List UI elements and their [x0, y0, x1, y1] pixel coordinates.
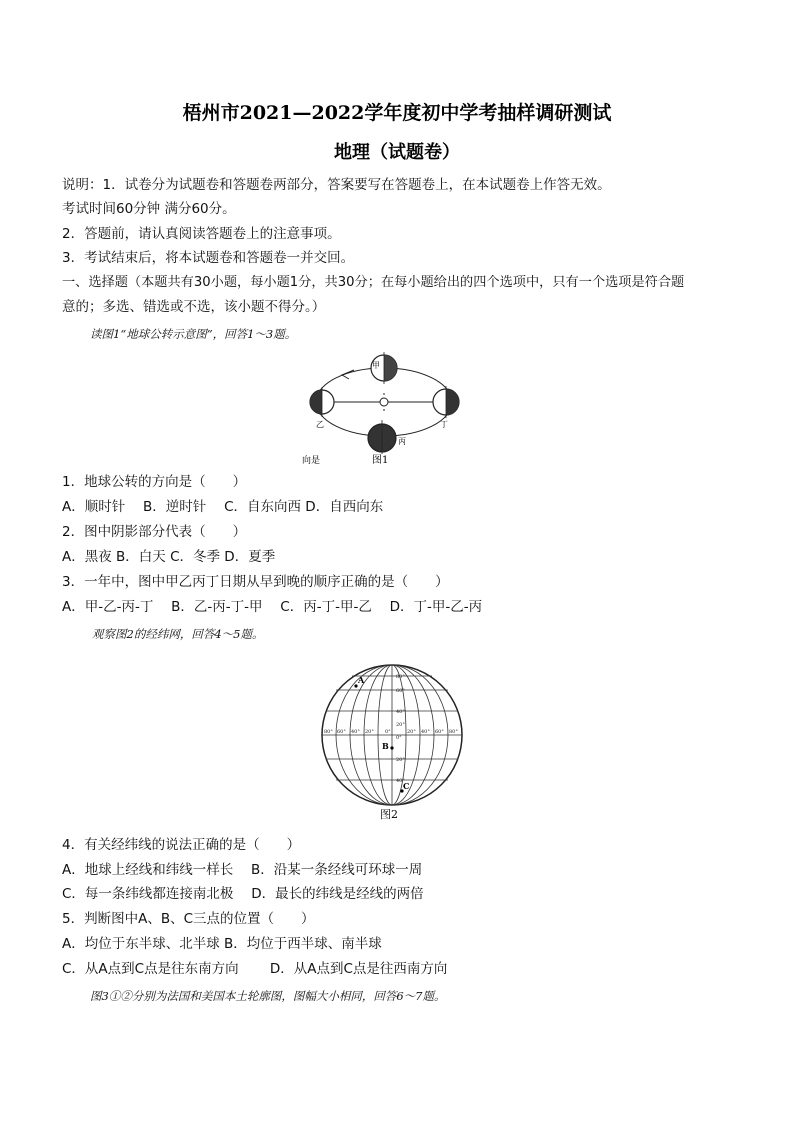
label-bing: 丙	[398, 437, 406, 446]
question-options: C．从A点到C点是往东南方向 D．从A点到C点是往西南方向	[62, 961, 448, 977]
instruction-line: 2．答题前，请认真阅读答题卷上的注意事项。	[62, 226, 341, 242]
lat-label: 40°	[396, 778, 405, 784]
question-line: 5．判断图中A、B、C三点的位置（ ）	[62, 911, 315, 927]
lon-label: 20°	[365, 729, 374, 735]
question-options: A．地球上经线和纬线一样长 B．沿某一条经线可环球一周	[62, 862, 423, 878]
instruction-line: 考试时间60分钟 满分60分。	[62, 201, 236, 217]
question-options: A．黑夜 B．白天 C．冬季 D．夏季	[62, 549, 276, 565]
lon-label: 20°	[407, 729, 416, 735]
figure1-orbit-diagram	[298, 346, 478, 470]
page-subtitle: 地理（试题卷）	[334, 142, 460, 163]
lon-label: 80°	[449, 729, 458, 735]
lat-label: 40°	[396, 709, 405, 715]
instruction-line: 说明：1．试卷分为试题卷和答题卷两部分，答案要写在答题卷上，在本试题卷上作答无效。	[62, 177, 611, 193]
question-options: A．顺时针 B．逆时针 C．自东向西 D．自西向东	[62, 499, 384, 515]
figure3-intro: 图3①②分别为法国和美国本土轮廓图，图幅大小相同，回答6～7题。	[90, 989, 446, 1003]
question-options: A．甲-乙-丙-丁 B．乙-丙-丁-甲 C．丙-丁-甲-乙 D．丁-甲-乙-丙	[62, 599, 483, 615]
label-ding: 丁	[440, 420, 448, 429]
figure1-caption: 图1	[372, 455, 389, 466]
point-b-marker	[390, 746, 393, 749]
section-heading-cont: 意的；多选、错选或不选，该小题不得分。）	[62, 299, 326, 315]
label-side-text: 向是	[302, 456, 321, 466]
question-line: 4．有关经纬线的说法正确的是（ ）	[62, 837, 301, 853]
point-a-label: A	[358, 675, 365, 685]
earth-yi-icon	[310, 387, 334, 417]
point-b-label: B	[382, 741, 389, 751]
lon-label: 60°	[337, 729, 346, 735]
section-heading: 一、选择题（本题共有30小题，每小题1分，共30分；在每小题给出的四个选项中，只有一个选项是符合题	[62, 275, 685, 290]
earth-bing-icon	[368, 420, 396, 454]
lon-label: 60°	[435, 729, 444, 735]
figure2-intro: 观察图2的经纬网，回答4～5题。	[92, 627, 264, 641]
instruction-line: 3．考试结束后，将本试题卷和答题卷一并交回。	[62, 250, 355, 266]
lon-label: 0°	[385, 729, 391, 735]
earth-ding-icon	[433, 386, 459, 418]
point-c-label: C	[403, 781, 410, 791]
lat-label: 20°	[396, 757, 405, 763]
lat-label: 60°	[396, 688, 405, 694]
lon-label: 40°	[421, 729, 430, 735]
lon-label: 40°	[351, 729, 360, 735]
question-line: 3．一年中，图中甲乙丙丁日期从早到晚的顺序正确的是（ ）	[62, 574, 449, 590]
question-line: 1．地球公转的方向是（ ）	[62, 474, 247, 490]
figure1-intro: 读图1“地球公转示意图”，回答1～3题。	[90, 327, 297, 341]
question-options: C．每一条纬线都连接南北极 D．最长的纬线是经线的两倍	[62, 886, 424, 902]
page-title: 梧州市2021—2022学年度初中学考抽样调研测试	[182, 102, 612, 124]
figure2-caption: 图2	[380, 808, 398, 821]
label-yi: 乙	[316, 420, 324, 429]
question-line: 2．图中阴影部分代表（ ）	[62, 524, 247, 540]
lat-label: 0°	[396, 735, 402, 741]
lat-label: 20°	[396, 722, 405, 728]
label-jia: 甲	[372, 361, 380, 370]
figure2-globe	[306, 660, 482, 824]
lat-label: 80°	[396, 674, 405, 680]
question-options: A．均位于东半球、北半球 B．均位于西半球、南半球	[62, 936, 382, 952]
lon-label: 80°	[324, 729, 333, 735]
